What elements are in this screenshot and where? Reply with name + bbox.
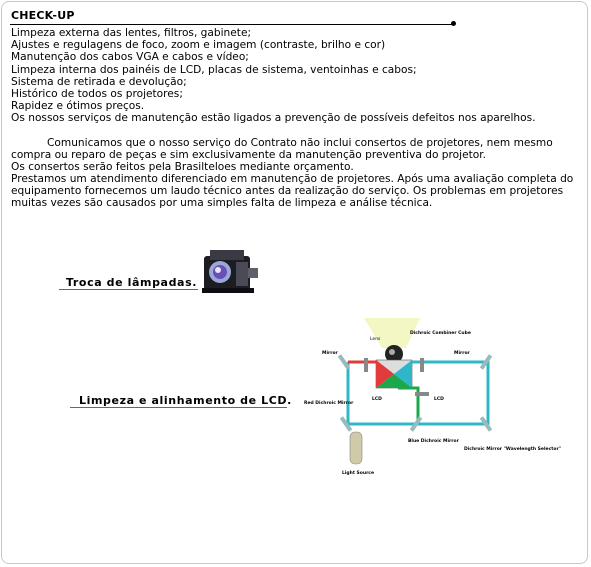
rule-dot — [451, 21, 456, 26]
title-rule — [10, 24, 452, 25]
lcd-caption: Limpeza e alinhamento de LCD. — [79, 394, 292, 407]
label-red-dichroic: Red Dichroic Mirror — [304, 401, 354, 406]
list-item: Sistema de retirada e devolução; — [11, 75, 187, 88]
service-list — [11, 27, 535, 125]
list-item: Limpeza interna dos painéis de LCD, placas de sistema, ventoinhas e cabos; — [11, 63, 417, 76]
label-mirror-right: Mirror — [454, 351, 470, 356]
list-item: Histórico de todos os projetores; — [11, 88, 183, 101]
label-combiner-cube: Dichroic Combiner Cube — [410, 331, 471, 336]
list-item: Manutenção dos cabos VGA e cabos e vídeo; — [11, 51, 249, 64]
list-item: Os nossos serviços de manutenção estão ligados a prevenção de possíveis defeitos nos aparelhos. — [11, 112, 536, 125]
lamp-caption: Troca de lâmpadas. — [66, 276, 197, 289]
lcd-projection-diagram — [298, 314, 562, 477]
lamp-caption-underline — [59, 289, 198, 290]
projector-lamp-image — [200, 246, 262, 296]
page-title: CHECK-UP — [11, 9, 75, 22]
label-blue-dichroic: Blue Dichroic Mirror — [408, 439, 459, 444]
service-paragraph: Prestamos um atendimento diferenciado em manutenção de projetores. Após uma avaliação completa do equipamento fornecemos um laudo técnico antes da realização do serviço. Os problemas em projetores muitas vezes são causados por uma simples falta de limpeza e análise técnica. — [11, 173, 574, 210]
label-wavelength-mirror: Dichroic Mirror "Wavelength Selector" — [464, 447, 562, 452]
list-item: Limpeza externa das lentes, filtros, gabinete; — [11, 27, 252, 39]
label-lcd-left: LCD — [372, 397, 382, 402]
label-lcd-middle: LCD — [434, 397, 444, 402]
label-lens: Lens — [370, 337, 381, 342]
contract-paragraph: Comunicamos que o nosso serviço do Contrato não inclui consertos de projetores, nem mesmo compra ou reparo de peças e sim exclusivamente da manutenção preventiva do projetor. — [11, 137, 553, 162]
lcd-caption-underline — [70, 407, 287, 408]
label-light-source: Light Source — [342, 471, 375, 476]
label-mirror-left: Mirror — [322, 351, 338, 356]
repair-paragraph: Os consertos serão feitos pela Brasilteloes mediante orçamento. — [11, 161, 354, 173]
list-item: Rapidez e ótimos preços. — [11, 100, 145, 113]
list-item: Ajustes e regulagens de foco, zoom e imagem (contraste, brilho e cor) — [11, 39, 386, 52]
